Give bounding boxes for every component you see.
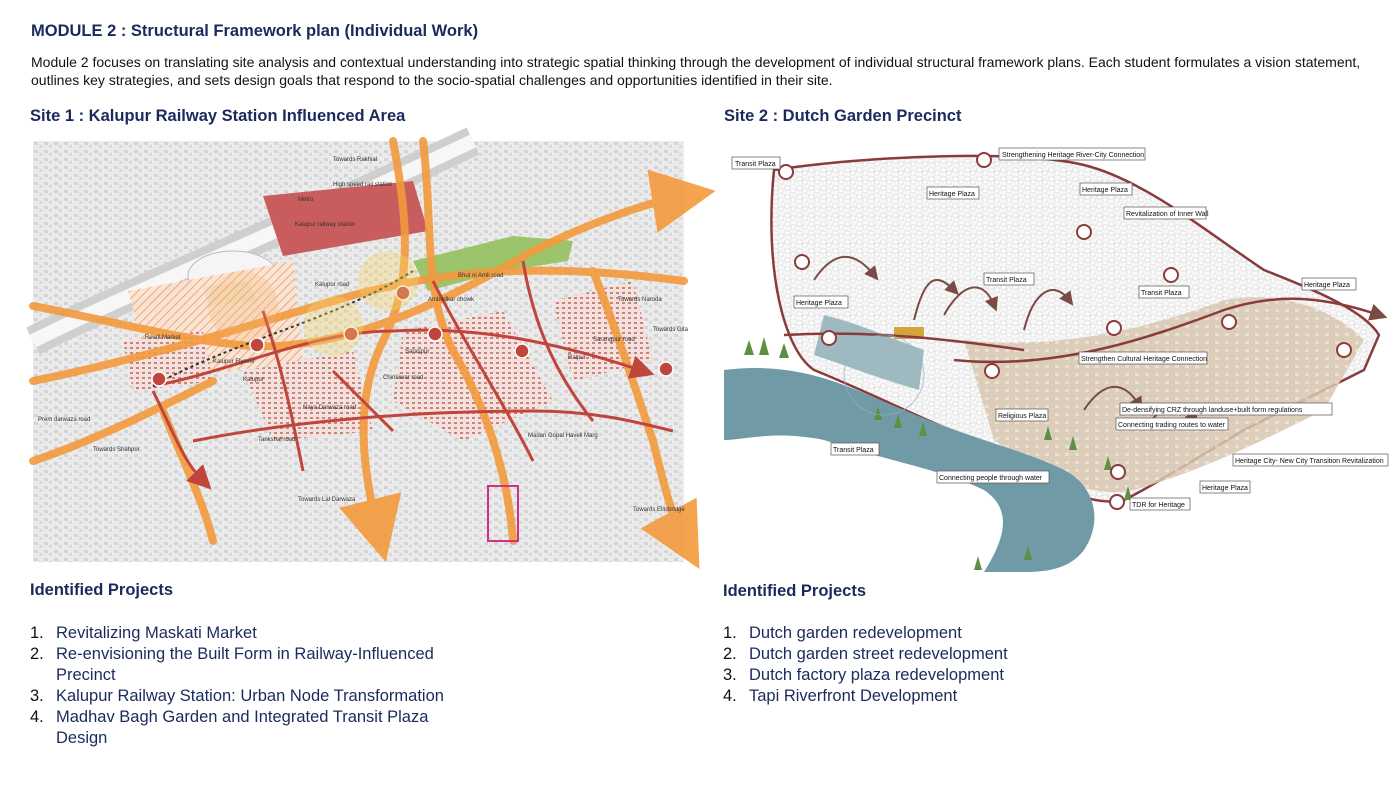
map-label: Ambedkar chowk <box>428 297 475 303</box>
map-label: Kalupur road <box>315 282 350 288</box>
list-number: 3. <box>30 687 44 705</box>
site1-framework-map <box>33 141 689 562</box>
callout-label: Transit Plaza <box>986 277 1027 284</box>
list-item <box>30 707 444 749</box>
map-label: Saraspur <box>405 349 430 355</box>
project-name: Kalupur Railway Station: Urban Node Transformation <box>56 687 444 705</box>
site2-title: Site 2 : Dutch Garden Precinct <box>724 107 962 125</box>
module-title: MODULE 2 : Structural Framework plan (Individual Work) <box>31 22 479 40</box>
list-number: 1. <box>30 624 44 642</box>
callout-label: Transit Plaza <box>833 447 874 454</box>
callout-label: Transit Plaza <box>735 161 776 168</box>
callout-label: Heritage Plaza <box>1082 187 1128 194</box>
site1-projects-list <box>30 623 444 749</box>
map-label: High speed rail station <box>333 182 393 188</box>
site2-framework-map <box>724 140 1388 572</box>
project-name-cont: Design <box>56 729 108 747</box>
list-item <box>723 686 1008 707</box>
list-item <box>723 623 1008 644</box>
map-label: Towards Naroda <box>618 297 662 303</box>
site1-projects-title: Identified Projects <box>30 581 174 599</box>
map-label: Madan Gopal Haveli Marg <box>528 433 598 439</box>
callout-label: Heritage Plaza <box>929 191 975 198</box>
site2-projects-list <box>723 623 1008 707</box>
list-item <box>30 644 444 686</box>
project-name: Dutch factory plaza redevelopment <box>749 666 1004 684</box>
callout-label: Religious Plaza <box>998 413 1047 420</box>
map-label: Bhut ni Amli road <box>458 273 504 279</box>
list-number: 4. <box>30 708 44 726</box>
map-label: Sarangpur road <box>593 337 635 343</box>
module-description: Module 2 focuses on translating site analysis and contextual understanding into strategic spatial thinking through the development of individual structural framework plans. Each student formulates a vision statement, outlines key strategies, and sets design goals that respond to the socio-spatial challenges and opportunities identified in their site. <box>31 54 1361 88</box>
map-label: Revdi Market <box>145 335 181 341</box>
callout-label: Heritage Plaza <box>1304 282 1350 289</box>
list-item <box>723 665 1008 686</box>
callout-label: Revitalization of Inner Wall <box>1126 211 1209 218</box>
callout-label: Connecting trading routes to water <box>1118 422 1226 429</box>
list-number: 2. <box>723 645 737 663</box>
list-number: 2. <box>30 645 44 663</box>
callout-label: TDR for Heritage <box>1132 502 1185 509</box>
site2-projects-title: Identified Projects <box>723 582 867 600</box>
map-label: Prem darwaza road <box>38 417 91 423</box>
project-name: Tapi Riverfront Development <box>749 687 958 705</box>
project-name: Re-envisioning the Built Form in Railway-Influenced <box>56 645 434 663</box>
callout-label: Heritage Plaza <box>796 300 842 307</box>
project-name: Madhav Bagh Garden and Integrated Transit Plaza <box>56 708 429 726</box>
map-label: Raipur <box>568 355 586 361</box>
list-number: 1. <box>723 624 737 642</box>
site1-title: Site 1 : Kalupur Railway Station Influenced Area <box>30 107 406 125</box>
list-number: 3. <box>723 666 737 684</box>
project-name: Dutch garden street redevelopment <box>749 645 1008 663</box>
map-label: Towards Gita <box>653 327 689 333</box>
map-label: Towards Rakhial <box>333 157 378 163</box>
callout-label: Heritage Plaza <box>1202 485 1248 492</box>
map-label: Kalupur railway station <box>295 222 356 228</box>
callout-label: Transit Plaza <box>1141 290 1182 297</box>
map-label: Kalupur <box>243 377 264 383</box>
callout-label: Strengthen Cultural Heritage Connection <box>1081 356 1208 363</box>
callout-label: Connecting people through water <box>939 475 1043 482</box>
map-label: Towards Shahpur <box>93 447 140 453</box>
project-name: Revitalizing Maskati Market <box>56 624 257 642</box>
callout-label: De-densifying CRZ through landuse+built form regulations <box>1122 407 1303 414</box>
map-label: Metro <box>298 197 314 203</box>
project-name-cont: Precinct <box>56 666 116 684</box>
map-label: Naya Darwaza road <box>303 405 357 411</box>
map-label: Chinaiwar road <box>383 375 424 381</box>
map-label: Towards Lal Darwaza <box>298 497 356 503</box>
list-item <box>30 686 444 707</box>
map-label: Tankshal road <box>258 437 296 443</box>
callout-label: Heritage City- New City Transition Revitalization <box>1235 458 1384 465</box>
list-number: 4. <box>723 687 737 705</box>
map-label: Kalupur Flyover <box>213 359 256 365</box>
list-item <box>30 623 444 644</box>
list-item <box>723 644 1008 665</box>
project-name: Dutch garden redevelopment <box>749 624 962 642</box>
map-label: Towards Ellisbridge <box>633 507 685 513</box>
callout-label: Strengthening Heritage River-City Connection <box>1002 152 1145 159</box>
